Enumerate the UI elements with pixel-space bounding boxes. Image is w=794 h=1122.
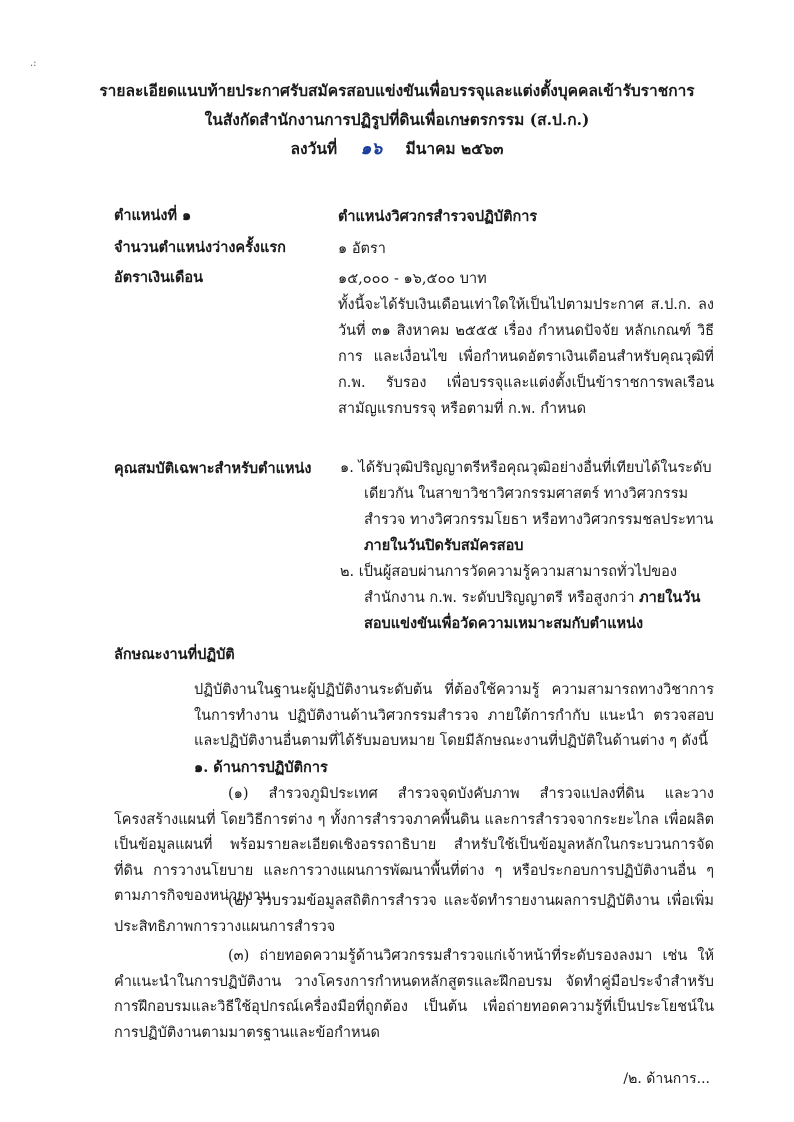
date-rest: มีนาคม ๒๕๖๓ bbox=[405, 139, 504, 158]
date-prefix: ลงวันที่ bbox=[290, 139, 338, 158]
position-value: ตำแหน่งวิศวกรสำรวจปฏิบัติการ bbox=[338, 208, 538, 225]
salary-value bbox=[338, 266, 714, 422]
document-header bbox=[80, 76, 714, 164]
salary-amount: ๑๕,๐๐๐ - ๑๖,๕๐๐ บาท bbox=[338, 271, 487, 287]
qualification-label: คุณสมบัติเฉพาะสำหรับตำแหน่ง bbox=[114, 460, 312, 477]
continued-marker: /๒. ด้านการ... bbox=[623, 1071, 710, 1087]
header-line-1: รายละเอียดแนบท้ายประกาศรับสมัครสอบแข่งขันเพื่อบรรจุและแต่งตั้งบุคคลเข้ารับราชการ bbox=[99, 81, 695, 100]
duties-intro: ปฏิบัติงานในฐานะผู้ปฏิบัติงานระดับต้น ที่ต้องใช้ความรู้ ความสามารถทางวิชาการในการทำงาน ปฏิบัติงานด้านวิศวกรรมสำรวจ ภายใต้การกำกับ แนะนำ ตรวจสอบ และปฏิบัติงานอื่นตามที่ได้รับมอบหมาย โดยมีลักษณะงานที่ปฏิบัติในด้านต่าง ๆ ดังนี้ bbox=[194, 682, 714, 749]
salary-note: ทั้งนี้จะได้รับเงินเดือนเท่าใดให้เป็นไปตามประกาศ ส.ป.ก. ลงวันที่ ๓๑ สิงหาคม ๒๕๕๕ เรื่อง กำหนดปัจจัย หลักเกณฑ์ วิธีการ และเงื่อนไข เพื่อกำหนดอัตราเงินเดือนสำหรับคุณวุฒิที่ ก.พ. รับรอง เพื่อบรรจุและแต่งตั้งเป็นข้าราชการพลเรือนสามัญแรกบรรจุ หรือตามที่ ก.พ. กำหนด bbox=[338, 297, 714, 417]
vacancy-value: ๑ อัตรา bbox=[338, 241, 386, 257]
qualification-item: ๒. เป็นผู้สอบผ่านการวัดความรู้ความสามารถทั่วไปของ สำนักงาน ก.พ. ระดับปริญญาตรี หรือสูงกว่า ภายในวันสอบแข่งขันเพื่อวัดความเหมาะสมกับตำแหน่ง bbox=[340, 564, 701, 632]
qualification-item: ๑. ได้รับวุฒิปริญญาตรีหรือคุณวุฒิอย่างอื่นที่เทียบได้ในระดับเดียวกัน ในสาขาวิชาวิศวกรรมศาสตร์ ทางวิศวกรรมสำรวจ ทางวิศวกรรมโยธา หรือทางวิศวกรรมชลประทาน ภายในวันปิดรับสมัครสอบ bbox=[340, 460, 714, 554]
corner-mark: .: bbox=[30, 58, 37, 69]
duties-title: ลักษณะงานที่ปฏิบัติ bbox=[114, 646, 235, 663]
date-day-handwritten: ๑๖ bbox=[360, 139, 383, 159]
header-date bbox=[80, 134, 714, 164]
qualification-list bbox=[340, 455, 714, 637]
vacancy-label: จำนวนตำแหน่งว่างครั้งแรก bbox=[114, 239, 286, 256]
duty-item-3: (๓) ถ่ายทอดความรู้ด้านวิศวกรรมสำรวจแก่เจ้าหน้าที่ระดับรองลงมา เช่น ให้คำแนะนำในการปฏิบัติงาน วางโครงการกำหนดหลักสูตรและฝึกอบรม จัดทำคู่มือประจำสำหรับการฝึกอบรมและวิธีใช้อุปกรณ์เครื่องมือที่ถูกต้อง เป็นต้น เพื่อถ่ายทอดความรู้ที่เป็นประโยชน์ในการปฏิบัติงานตามมาตรฐานและข้อกำหนด bbox=[114, 948, 714, 1041]
duty-item-1: (๑) สำรวจภูมิประเทศ สำรวจจุดบังคับภาพ สำรวจแปลงที่ดิน และวางโครงสร้างแผนที่ โดยวิธีการต่าง ๆ ทั้งการสำรวจภาคพื้นดิน และการสำรวจจากระยะไกล เพื่อผลิตเป็นข้อมูลแผนที่ พร้อมรายละเอียดเชิงอรรถาธิบาย สำหรับใช้เป็นข้อมูลหลักในกระบวนการจัดที่ดิน การวางนโยบาย และการวางแผนการพัฒนาพื้นที่ต่าง ๆ หรือประกอบการปฏิบัติงานอื่น ๆ ตามภารกิจของหน่วยงาน bbox=[114, 786, 714, 904]
salary-label: อัตราเงินเดือน bbox=[114, 269, 203, 286]
duties-section-1: ๑. ด้านการปฏิบัติการ bbox=[194, 759, 328, 776]
header-line-2: ในสังกัดสำนักงานการปฏิรูปที่ดินเพื่อเกษตรกรรม (ส.ป.ก.) bbox=[204, 110, 590, 129]
duty-item-2: (๒) รวบรวมข้อมูลสถิติการสำรวจ และจัดทำรายงานผลการปฏิบัติงาน เพื่อเพิ่มประสิทธิภาพการวางแผนการสำรวจ bbox=[114, 893, 714, 935]
position-label: ตำแหน่งที่ ๑ bbox=[114, 207, 192, 224]
